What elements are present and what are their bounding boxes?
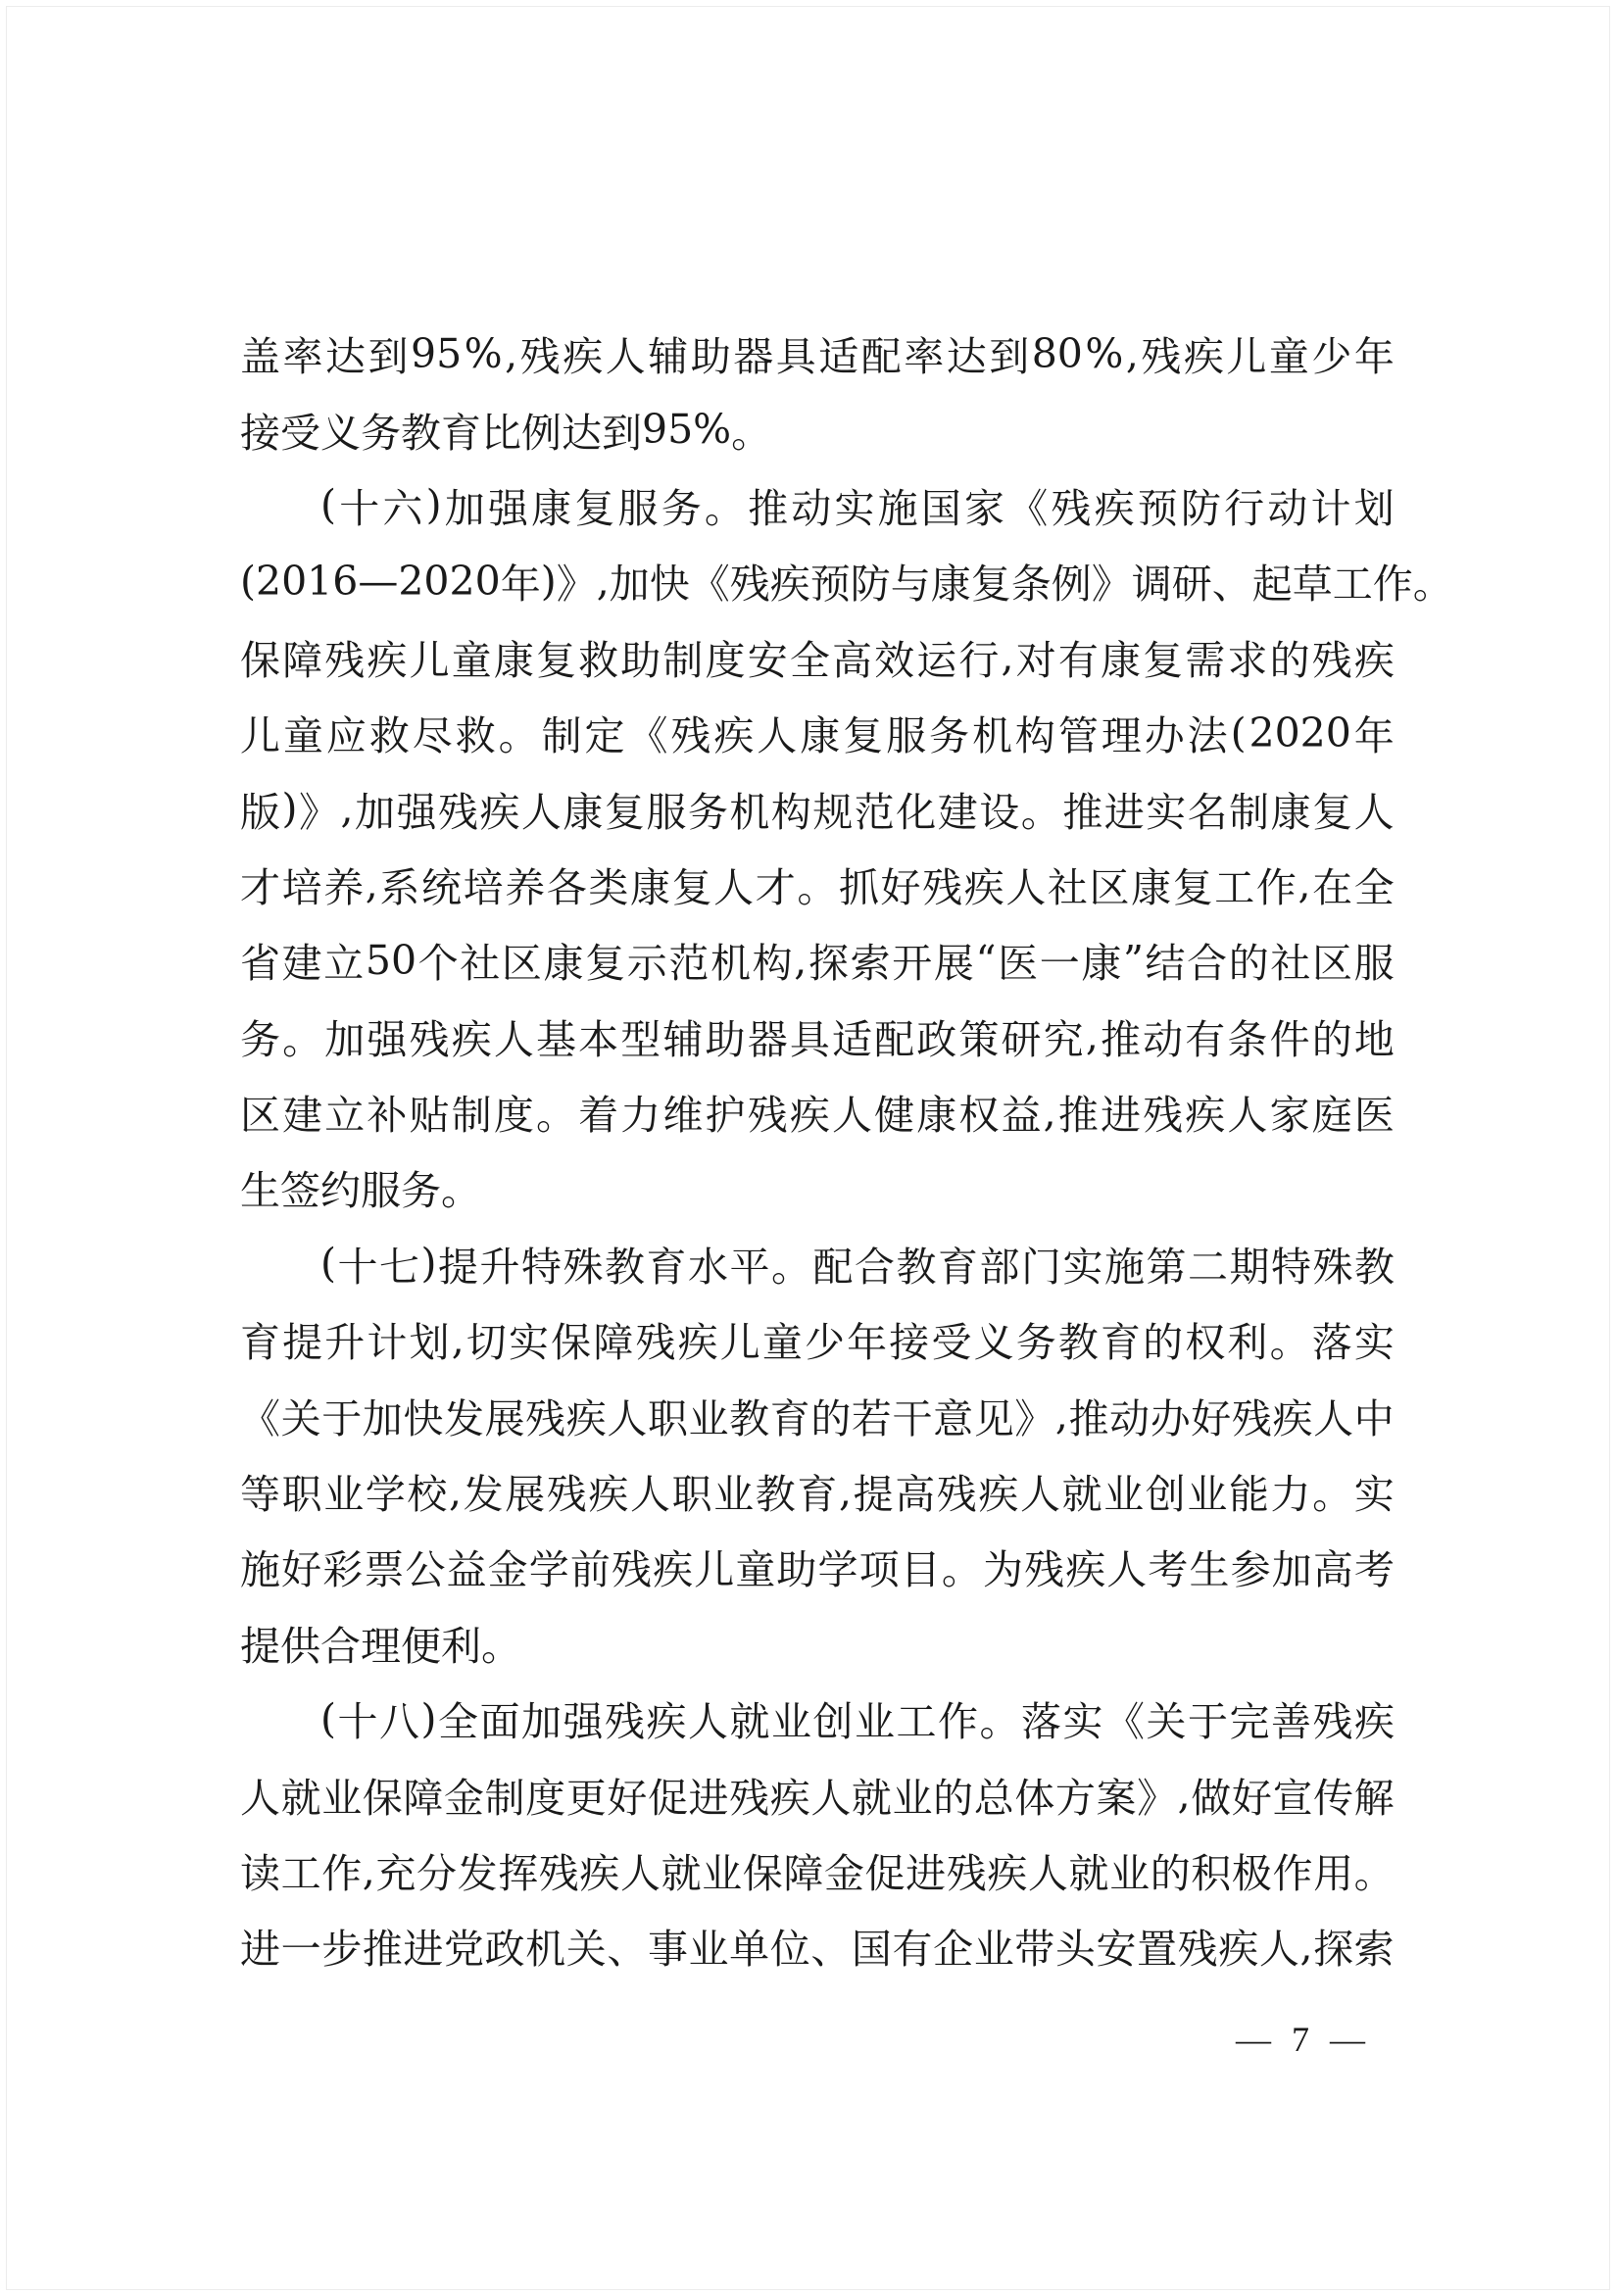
page-number: — 7 — — [1236, 2020, 1371, 2059]
text-line: ( 十 六 ) 加 强 康 复 服 务 。 推 动 实 施 国 家 《 残 疾 预 防 行 动 计 划 — [320, 481, 1395, 532]
text-line: 进 一 步 推 进 党 政 机 关 、 事 业 单 位 、 国 有 企 业 带 头 安 置 残 疾 人 , 探 索 — [240, 1922, 1395, 1974]
text-line: 读 工 作 , 充 分 发 挥 残 疾 人 就 业 保 障 金 促 进 残 疾 人 就 业 的 积 极 作 用 。 — [240, 1846, 1395, 1897]
text-line: 盖 率 达 到 95 % , 残 疾 人 辅 助 器 具 适 配 率 达 到 80 % , 残 疾 儿 童 少 年 — [240, 329, 1395, 381]
text-line: 务 。 加 强 残 疾 人 基 本 型 辅 助 器 具 适 配 政 策 研 究 , 推 动 有 条 件 的 地 — [240, 1012, 1395, 1063]
text-line: 接 受 义 务 教 育 比 例 达 到 95 % 。 — [240, 406, 772, 457]
text-line: 提 供 合 理 便 利 。 — [240, 1622, 521, 1670]
text-line: 施 好 彩 票 公 益 金 学 前 残 疾 儿 童 助 学 项 目 。 为 残 疾 人 考 生 参 加 高 考 — [240, 1546, 1395, 1594]
document-body — [240, 316, 1453, 1984]
text-line: 《 关 于 加 快 发 展 残 疾 人 职 业 教 育 的 若 干 意 见 》 , 推 动 办 好 残 疾 人 中 — [240, 1392, 1395, 1442]
text-line: 版 ) 》 , 加 强 残 疾 人 康 复 服 务 机 构 规 范 化 建 设 。 推 进 实 名 制 康 复 人 — [240, 785, 1395, 836]
text-line: 区 建 立 补 贴 制 度 。 着 力 维 护 残 疾 人 健 康 权 益 , 推 进 残 疾 人 家 庭 医 — [240, 1088, 1395, 1140]
text-line: 等 职 业 学 校 , 发 展 残 疾 人 职 业 教 育 , 提 高 残 疾 人 就 业 创 业 能 力 。 实 — [240, 1467, 1395, 1519]
text-line: ( 2016 — 2020 年 ) 》 , 加 快 《 残 疾 预 防 与 康 复 条 例 》 调 研 、 起 草 工 作 。 — [240, 557, 1453, 609]
text-line: ( 十 八 ) 全 面 加 强 残 疾 人 就 业 创 业 工 作 。 落 实 《 关 于 完 善 残 疾 — [320, 1694, 1395, 1746]
text-line: 儿 童 应 救 尽 救 。 制 定 《 残 疾 人 康 复 服 务 机 构 管 理 办 法 ( 2020 年 — [240, 708, 1395, 760]
text-line: 省 建 立 50 个 社 区 康 复 示 范 机 构 , 探 索 开 展 “ 医 一 康 ” 结 合 的 社 区 服 — [240, 936, 1395, 988]
text-line: 育 提 升 计 划 , 切 实 保 障 残 疾 儿 童 少 年 接 受 义 务 教 育 的 权 利 。 落 实 — [240, 1315, 1395, 1367]
text-line: 保 障 残 疾 儿 童 康 复 救 助 制 度 安 全 高 效 运 行 , 对 有 康 复 需 求 的 残 疾 — [240, 633, 1395, 684]
text-line: 才 培 养 , 系 统 培 养 各 类 康 复 人 才 。 抓 好 残 疾 人 社 区 康 复 工 作 , 在 全 — [240, 860, 1395, 911]
text-line: 人 就 业 保 障 金 制 度 更 好 促 进 残 疾 人 就 业 的 总 体 方 案 》 , 做 好 宣 传 解 — [240, 1771, 1395, 1822]
text-line: ( 十 七 ) 提 升 特 殊 教 育 水 平 。 配 合 教 育 部 门 实 施 第 二 期 特 殊 教 — [320, 1240, 1395, 1291]
text-line: 生 签 约 服 务 。 — [240, 1167, 481, 1215]
